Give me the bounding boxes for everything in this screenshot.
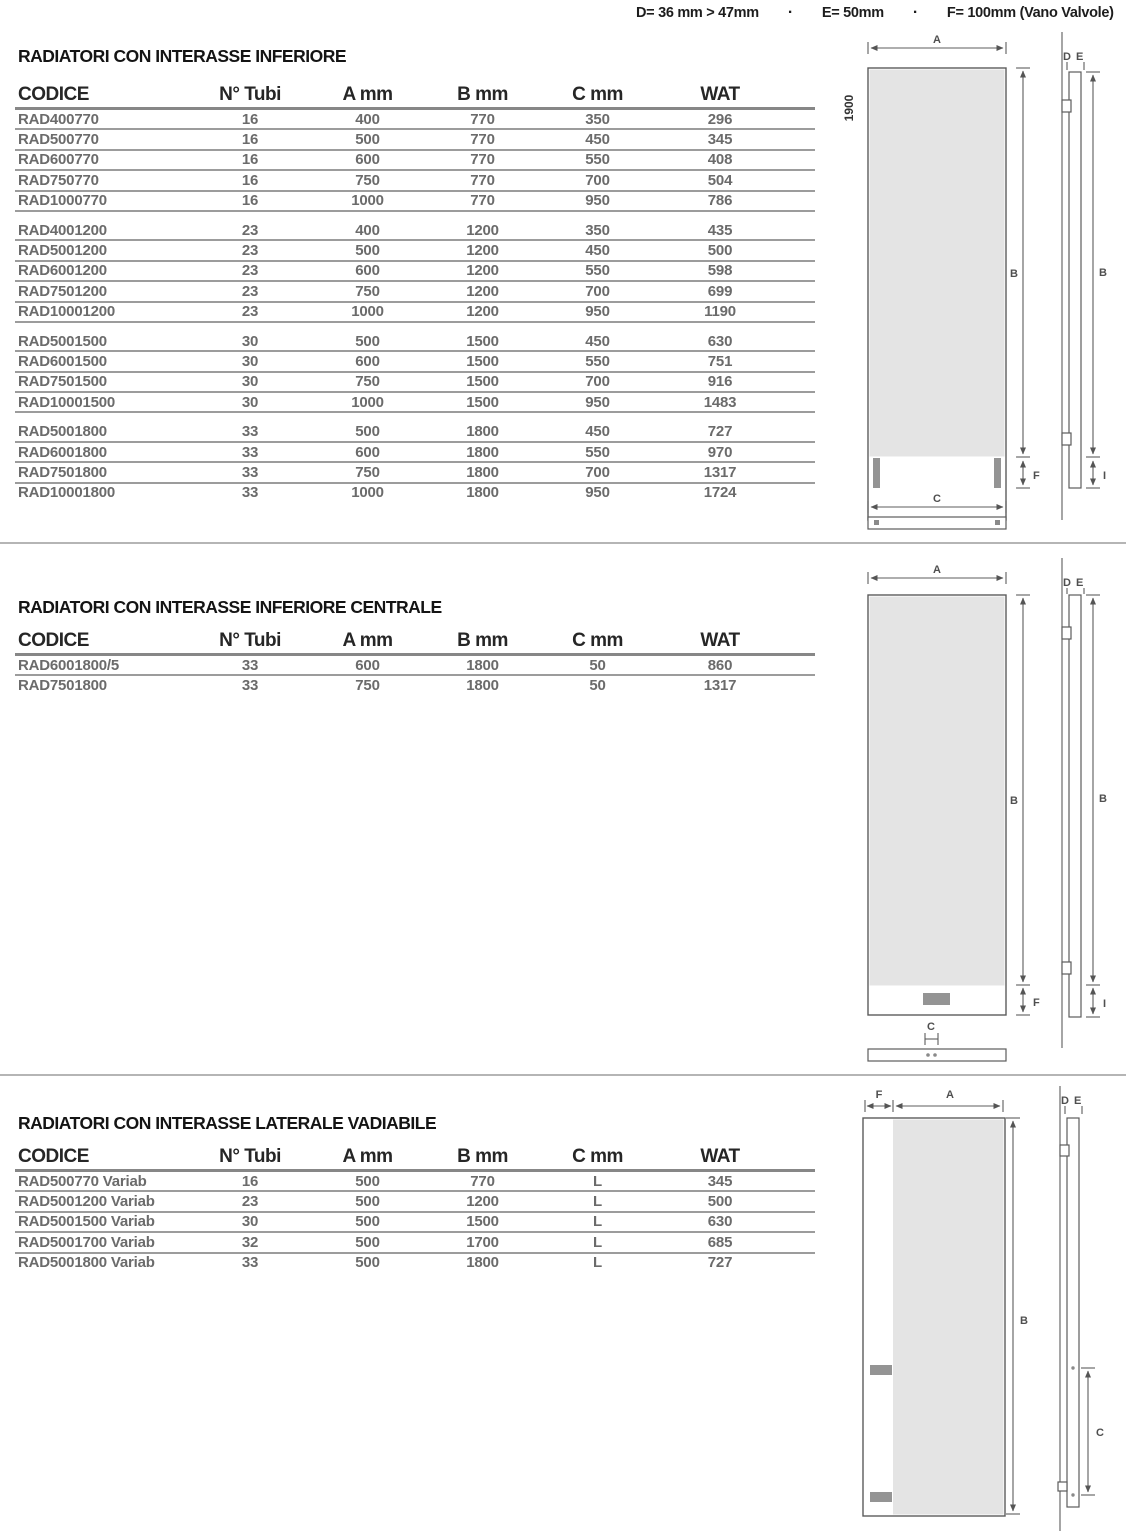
table-cell: 600 — [355, 352, 380, 370]
table-row — [15, 1192, 815, 1212]
wall-bracket-top — [1062, 100, 1071, 112]
table-cell: 1500 — [466, 1213, 499, 1231]
table-cell: L — [593, 1254, 602, 1272]
table-cell: RAD5001700 Variab — [18, 1233, 155, 1251]
table-group — [15, 221, 815, 323]
table-cell: 786 — [707, 192, 733, 210]
dim-label-d: D — [1061, 1095, 1069, 1107]
section-title-interasse-inferiore: RADIATORI CON INTERASSE INFERIORE — [18, 46, 347, 66]
table-cell: 1500 — [466, 393, 499, 411]
table-row — [15, 1213, 815, 1233]
table-cell: RAD750770 — [18, 171, 99, 189]
table-cell: 1500 — [466, 373, 499, 391]
radiator-side-view — [1069, 595, 1081, 1017]
table-cell: 33 — [241, 443, 259, 461]
table-cell: 504 — [707, 171, 733, 189]
table-cell: 700 — [585, 171, 610, 189]
table-cell: 350 — [585, 221, 610, 239]
table-group — [15, 110, 815, 212]
wall-bracket-bottom — [1062, 962, 1071, 974]
table-cell: RAD10001800 — [18, 484, 116, 502]
dim-label-d: D — [1063, 577, 1071, 589]
table-cell: 30 — [241, 1213, 259, 1231]
table-cell: 1800 — [466, 677, 499, 695]
table-cell: 1000 — [351, 303, 384, 321]
table-cell: 450 — [585, 131, 610, 149]
table-cell: 33 — [241, 484, 259, 502]
table-cell: 450 — [585, 332, 610, 350]
column-header-a-mm: A mm — [342, 630, 393, 651]
column-header-b-mm: B mm — [457, 630, 508, 651]
dim-label-i: I — [1103, 470, 1107, 482]
table-cell: 970 — [707, 443, 733, 461]
table-cell: 750 — [355, 171, 380, 189]
table-cell: 770 — [470, 1172, 495, 1190]
table-row — [15, 373, 815, 393]
table-cell: RAD5001200 — [18, 242, 107, 260]
column-header-b-mm: B mm — [457, 84, 508, 105]
table-cell: 30 — [241, 393, 259, 411]
radiator-bottom-view — [868, 1049, 1006, 1061]
radiator-side-view — [1067, 1118, 1079, 1507]
table-cell: 500 — [355, 332, 380, 350]
legend-e: E= 50mm — [821, 5, 884, 21]
table-cell: 860 — [707, 656, 733, 674]
section-title-interasse-inferiore-centrale: RADIATORI CON INTERASSE INFERIORE CENTRALE — [18, 597, 442, 617]
table-cell: 1000 — [351, 192, 384, 210]
table-cell: 345 — [707, 131, 733, 149]
table-cell: RAD600770 — [18, 151, 99, 169]
wall-bracket-bottom — [1062, 433, 1071, 445]
table-cell: 1200 — [466, 262, 499, 280]
table-cell: 770 — [470, 171, 495, 189]
table-cell: 550 — [585, 262, 610, 280]
table-cell: 916 — [707, 373, 733, 391]
dim-label-b-side: B — [1099, 793, 1107, 805]
table-body — [15, 656, 815, 697]
column-header-codice: CODICE — [18, 84, 89, 105]
table-cell: RAD500770 Variab — [18, 1172, 147, 1190]
table-cell: RAD7501200 — [18, 282, 107, 300]
dim-label-c: C — [1096, 1427, 1104, 1439]
table-cell: RAD6001500 — [18, 352, 107, 370]
table-row — [15, 151, 815, 171]
table-cell: 700 — [585, 282, 610, 300]
table-group — [15, 1172, 815, 1274]
dim-label-b-side: B — [1099, 267, 1107, 279]
column-header-b-mm: B mm — [457, 1146, 508, 1167]
table-cell: RAD5001500 — [18, 332, 107, 350]
table-cell: 296 — [707, 110, 733, 128]
table-cell: 751 — [707, 352, 733, 370]
table-cell: RAD7501800 — [18, 677, 107, 695]
table-cell: 550 — [585, 443, 610, 461]
legend-d: D= 36 mm > 47mm — [636, 5, 759, 21]
wall-bracket-top — [1062, 627, 1071, 639]
table-cell: 500 — [355, 423, 380, 441]
table-cell: 408 — [707, 151, 733, 169]
table-body — [15, 1172, 815, 1274]
column-header-codice: CODICE — [18, 630, 89, 651]
dim-label-i: I — [1103, 998, 1107, 1010]
dim-label-e: E — [1076, 51, 1084, 63]
wall-bracket-bottom — [1058, 1482, 1067, 1491]
table-cell: 450 — [585, 242, 610, 260]
table-cell: 1190 — [704, 303, 736, 321]
dim-label-e: E — [1074, 1095, 1082, 1107]
table-cell: 1200 — [466, 282, 499, 300]
table-group — [15, 332, 815, 414]
table-row — [15, 282, 815, 302]
table-cell: 345 — [707, 1172, 733, 1190]
table-row — [15, 1172, 815, 1192]
table-cell: RAD10001200 — [18, 303, 116, 321]
column-header-c-mm: C mm — [572, 84, 623, 105]
dim-label-a: A — [933, 564, 941, 576]
table-cell: 1800 — [466, 423, 499, 441]
table-cell: RAD6001800 — [18, 443, 107, 461]
column-header-c-mm: C mm — [572, 630, 623, 651]
section-title-interasse-laterale-variabile: RADIATORI CON INTERASSE LATERALE VADIABILE — [18, 1113, 437, 1133]
table-cell: 33 — [241, 463, 259, 481]
table-cell: 500 — [707, 242, 733, 260]
table-cell: 450 — [585, 423, 610, 441]
table-cell: 500 — [355, 131, 380, 149]
table-cell: 700 — [585, 463, 610, 481]
table-row — [15, 110, 815, 130]
table-row — [15, 192, 815, 212]
table-cell: 16 — [241, 131, 259, 149]
table-cell: 1500 — [466, 352, 499, 370]
table-cell: 750 — [355, 282, 380, 300]
table-cell: 1317 — [703, 677, 737, 695]
table-row — [15, 352, 815, 372]
table-cell: 600 — [355, 656, 380, 674]
table-cell: 550 — [585, 352, 610, 370]
table-cell: 30 — [241, 332, 259, 350]
column-header-tubi: N° Tubi — [219, 1146, 281, 1167]
dim-label-d: D — [1063, 51, 1071, 63]
table-cell: 630 — [707, 332, 733, 350]
table-cell: 23 — [241, 282, 259, 300]
table-header — [15, 82, 815, 110]
dim-label-a: A — [933, 34, 941, 46]
table-cell: 630 — [707, 1213, 733, 1231]
table-cell: RAD10001500 — [18, 393, 116, 411]
legend-f: F= 100mm (Vano Valvole) — [946, 5, 1114, 21]
table-cell: 950 — [585, 192, 610, 210]
table-cell: 16 — [241, 192, 259, 210]
table-cell: 550 — [585, 151, 610, 169]
dim-label-f: F — [875, 1089, 883, 1101]
table-cell: RAD1000770 — [18, 192, 107, 210]
table-cell: 33 — [241, 423, 259, 441]
dim-label-c: C — [927, 1021, 935, 1033]
table-cell: 50 — [589, 656, 606, 674]
table-cell: 600 — [355, 151, 380, 169]
table-cell: 727 — [707, 423, 733, 441]
table-cell: 700 — [585, 373, 610, 391]
table-cell: L — [593, 1172, 602, 1190]
table-cell: 16 — [241, 110, 259, 128]
table-row — [15, 484, 815, 504]
table-cell: 699 — [707, 282, 733, 300]
diagram-bottom-connection — [836, 30, 1126, 542]
table-cell: 30 — [241, 373, 259, 391]
table-body — [15, 110, 815, 504]
connection-lateral-upper — [870, 1365, 892, 1375]
table-cell: 727 — [707, 1254, 733, 1272]
table-cell: 750 — [355, 373, 380, 391]
table-cell: 16 — [241, 151, 259, 169]
table-row — [15, 171, 815, 191]
table-cell: RAD7501500 — [18, 373, 107, 391]
column-header-wat: WAT — [700, 1146, 740, 1167]
table-cell: 16 — [241, 1172, 259, 1190]
table-cell: 33 — [241, 677, 259, 695]
dim-label-f: F — [1033, 470, 1040, 482]
table-cell: 23 — [241, 262, 259, 280]
dim-label-b: B — [1020, 1315, 1028, 1327]
radiator-side-view — [1069, 72, 1081, 488]
table-cell: 500 — [355, 1233, 380, 1251]
column-header-wat: WAT — [700, 84, 740, 105]
table-cell: 500 — [355, 1193, 380, 1211]
table-cell: 23 — [241, 303, 259, 321]
column-header-wat: WAT — [700, 630, 740, 651]
table-cell: 500 — [355, 242, 380, 260]
table-cell: 1000 — [351, 393, 384, 411]
dim-label-e: E — [1076, 577, 1084, 589]
table-cell: 23 — [241, 221, 259, 239]
table-cell: 600 — [355, 262, 380, 280]
table-cell: 350 — [585, 110, 610, 128]
table-cell: RAD500770 — [18, 131, 99, 149]
dim-label-f: F — [1033, 997, 1040, 1009]
table-cell: 1200 — [466, 242, 499, 260]
column-header-codice: CODICE — [18, 1146, 89, 1167]
table-cell: L — [593, 1233, 602, 1251]
diagram-lateral-variable-connection — [836, 1084, 1126, 1531]
table-cell: 1700 — [466, 1233, 499, 1251]
table-header — [15, 628, 815, 656]
table-cell: 1800 — [466, 656, 499, 674]
table-cell: 1317 — [703, 463, 737, 481]
table-cell: 1800 — [466, 484, 499, 502]
table-cell: RAD5001800 — [18, 423, 107, 441]
table-cell: 1724 — [703, 484, 737, 502]
table-cell: 435 — [707, 221, 733, 239]
table-row — [15, 463, 815, 483]
table-cell: L — [593, 1193, 602, 1211]
table-row — [15, 393, 815, 413]
table-cell: 1800 — [466, 443, 499, 461]
table-cell: 33 — [241, 1254, 259, 1272]
table-row — [15, 303, 815, 323]
column-header-a-mm: A mm — [342, 1146, 393, 1167]
table-cell: 23 — [241, 242, 259, 260]
wall-bracket-top — [1060, 1145, 1069, 1156]
dim-label-a: A — [946, 1089, 954, 1101]
table-cell: 1200 — [466, 303, 499, 321]
table-cell: 500 — [355, 1172, 380, 1190]
table-row — [15, 130, 815, 150]
table-cell: 400 — [355, 110, 380, 128]
table-header — [15, 1144, 815, 1172]
table-cell: 950 — [585, 303, 610, 321]
table-cell: 16 — [241, 171, 259, 189]
table-cell: 1800 — [466, 1254, 499, 1272]
column-header-tubi: N° Tubi — [219, 84, 281, 105]
section-divider — [0, 542, 1126, 544]
table-cell: 770 — [470, 131, 495, 149]
column-header-a-mm: A mm — [342, 84, 393, 105]
section-divider — [0, 1074, 1126, 1076]
table-cell: RAD6001800/5 — [18, 656, 120, 674]
table-cell: 750 — [355, 677, 380, 695]
table-row — [15, 1254, 815, 1274]
table-cell: L — [593, 1213, 602, 1231]
table-row — [15, 332, 815, 352]
table-cell: 1800 — [466, 463, 499, 481]
table-interasse-inferiore — [15, 82, 815, 504]
table-cell: 950 — [585, 393, 610, 411]
connection-central — [923, 993, 950, 1005]
table-cell: 500 — [355, 1213, 380, 1231]
table-group — [15, 422, 815, 504]
table-cell: RAD5001200 Variab — [18, 1193, 155, 1211]
legend-separator: · — [787, 4, 793, 21]
table-cell: 500 — [707, 1193, 733, 1211]
table-cell: 770 — [470, 151, 495, 169]
table-cell: 1483 — [703, 393, 737, 411]
table-cell: 685 — [707, 1233, 733, 1251]
table-cell: 50 — [589, 677, 606, 695]
table-cell: 400 — [355, 221, 380, 239]
valve-point-upper — [1071, 1366, 1074, 1369]
table-cell: RAD7501800 — [18, 463, 107, 481]
column-header-tubi: N° Tubi — [219, 630, 281, 651]
table-cell: 770 — [470, 192, 495, 210]
dim-label-height-1900: 1900 — [842, 94, 856, 122]
table-cell: 950 — [585, 484, 610, 502]
table-row — [15, 443, 815, 463]
table-cell: RAD5001800 Variab — [18, 1254, 155, 1272]
dim-label-b: B — [1010, 795, 1018, 807]
connection-lateral-lower — [870, 1492, 892, 1502]
table-cell: 770 — [470, 110, 495, 128]
connection-right — [994, 458, 1001, 488]
valve-point-lower — [1071, 1493, 1074, 1496]
column-header-c-mm: C mm — [572, 1146, 623, 1167]
table-cell: RAD400770 — [18, 110, 99, 128]
table-interasse-laterale-variabile — [15, 1144, 815, 1274]
table-cell: 598 — [707, 262, 733, 280]
table-cell: 32 — [241, 1233, 259, 1251]
table-cell: RAD5001500 Variab — [18, 1213, 155, 1231]
table-cell: 1200 — [466, 1193, 499, 1211]
table-cell: 1200 — [466, 221, 499, 239]
table-row — [15, 262, 815, 282]
table-cell: 1500 — [466, 332, 499, 350]
table-row — [15, 241, 815, 261]
table-cell: 1000 — [351, 484, 384, 502]
radiator-bottom-view — [868, 517, 1006, 529]
table-cell: 30 — [241, 352, 259, 370]
table-row — [15, 221, 815, 241]
table-cell: 23 — [241, 1193, 259, 1211]
table-cell: 750 — [355, 463, 380, 481]
table-cell: RAD4001200 — [18, 221, 107, 239]
table-group — [15, 656, 815, 697]
table-row — [15, 422, 815, 442]
dimension-legend — [636, 5, 1114, 21]
table-cell: 500 — [355, 1254, 380, 1272]
table-cell: 33 — [241, 656, 259, 674]
dim-label-b: B — [1010, 268, 1018, 280]
table-cell: 600 — [355, 443, 380, 461]
dim-label-c: C — [933, 493, 941, 505]
table-cell: RAD6001200 — [18, 262, 107, 280]
table-row — [15, 1233, 815, 1253]
connection-left — [873, 458, 880, 488]
table-row — [15, 676, 815, 696]
table-row — [15, 656, 815, 676]
diagram-central-bottom-connection — [836, 556, 1126, 1068]
legend-separator: · — [912, 4, 918, 21]
table-interasse-inferiore-centrale — [15, 628, 815, 697]
